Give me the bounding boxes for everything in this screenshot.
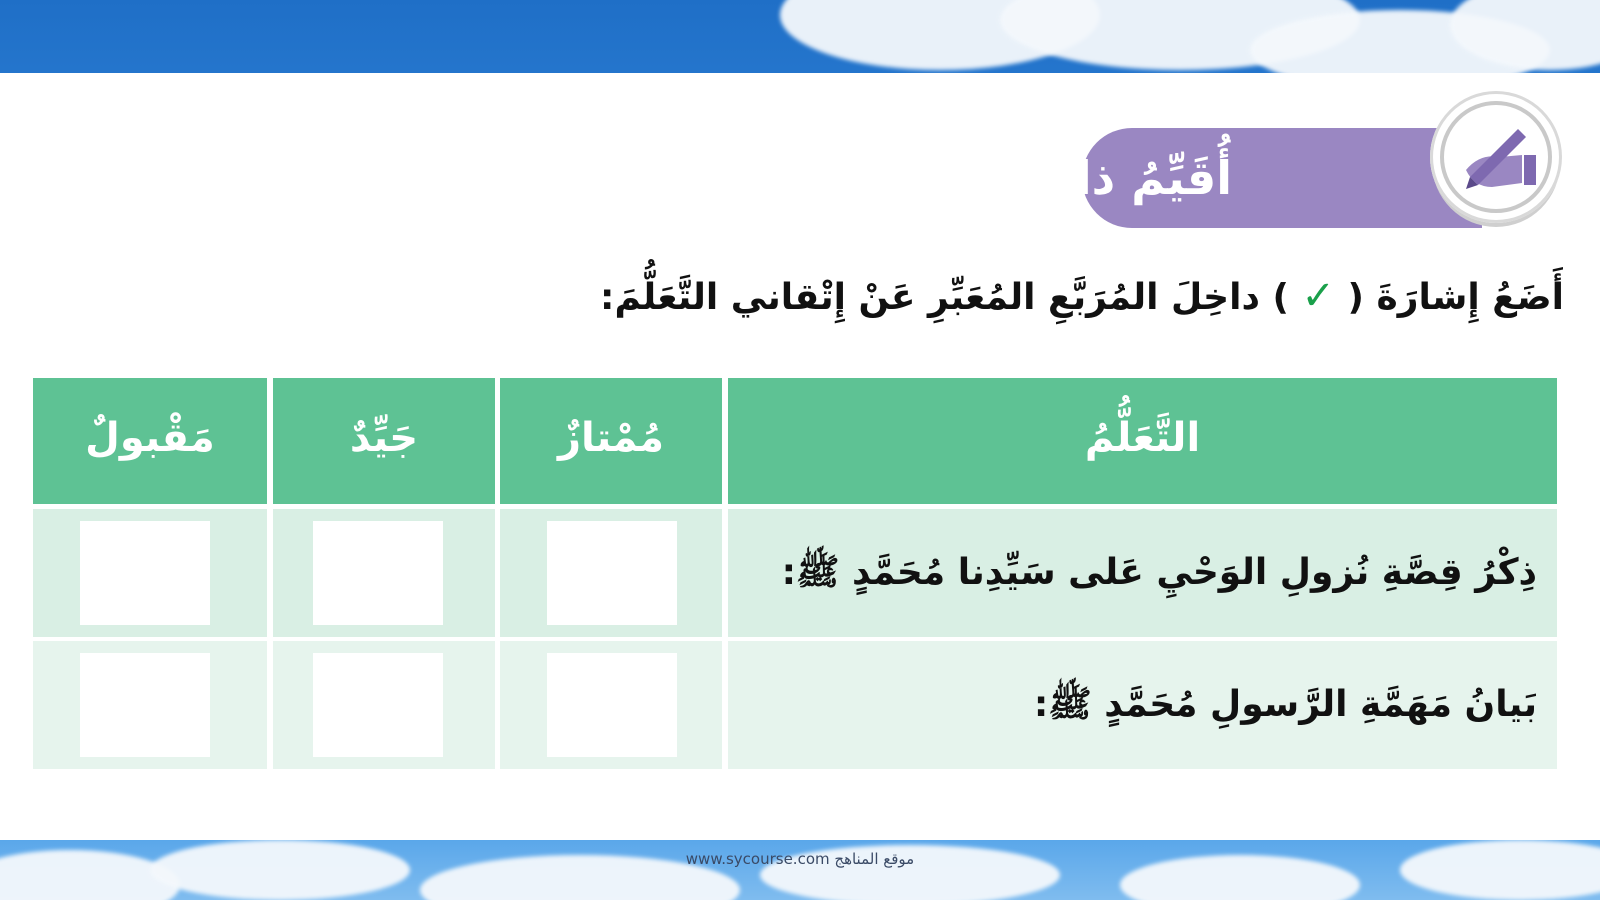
header-acceptable: مَقْبولٌ — [33, 378, 267, 504]
sky-background-bottom — [0, 840, 1600, 900]
good-cell — [273, 509, 495, 637]
good-checkbox[interactable] — [313, 653, 443, 757]
acceptable-cell — [33, 509, 267, 637]
excellent-checkbox[interactable] — [547, 521, 677, 625]
row-learning-cell — [728, 641, 1557, 769]
instruction-after: ) داخِلَ المُرَبَّعِ المُعَبِّرِ عَنْ إِتْقاني التَّعَلُّمَ: — [600, 277, 1289, 318]
pen-hand-icon — [1452, 115, 1542, 205]
acceptable-cell — [33, 641, 267, 769]
sky-background-top — [0, 0, 1600, 73]
excellent-cell — [500, 641, 722, 769]
excellent-checkbox[interactable] — [547, 653, 677, 757]
instruction-text — [600, 273, 1564, 319]
instruction-before: أَضَعُ إِشارَةَ ( — [1347, 277, 1564, 318]
content-panel — [0, 73, 1600, 840]
title-banner — [1012, 128, 1482, 228]
row-learning-cell — [728, 509, 1557, 637]
row-text: بَيانُ مَهَمَّةِ الرَّسولِ مُحَمَّدٍ ﷺ: — [1033, 684, 1537, 725]
excellent-cell — [500, 509, 722, 637]
page-title: أُقَيِّمُ ذاتي — [1012, 151, 1232, 205]
header-excellent: مُمْتازٌ — [500, 378, 722, 504]
good-cell — [273, 641, 495, 769]
header-good: جَيِّدٌ — [273, 378, 495, 504]
footer-watermark: www.sycourse.com موقع المناهج — [685, 850, 915, 868]
acceptable-checkbox[interactable] — [80, 521, 210, 625]
acceptable-checkbox[interactable] — [80, 653, 210, 757]
title-badge — [1430, 91, 1562, 223]
good-checkbox[interactable] — [313, 521, 443, 625]
header-learning: التَّعَلُّمُ — [728, 378, 1557, 504]
check-mark-icon: ✓ — [1301, 273, 1335, 319]
row-text: ذِكْرُ قِصَّةِ نُزولِ الوَحْيِ عَلى سَيِّدِنا مُحَمَّدٍ ﷺ: — [781, 552, 1537, 593]
